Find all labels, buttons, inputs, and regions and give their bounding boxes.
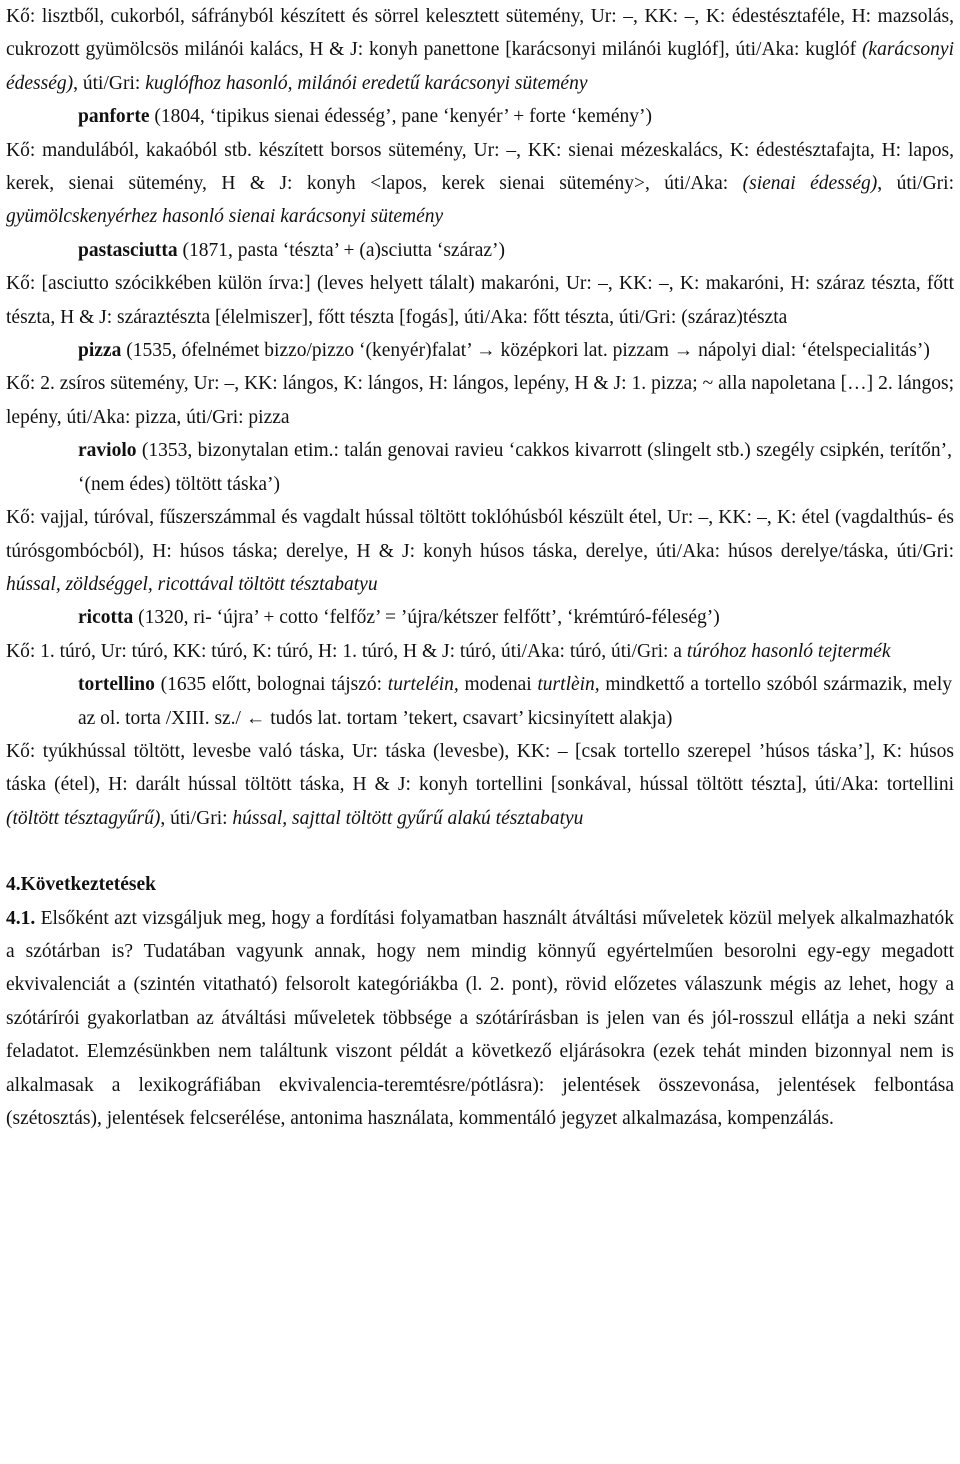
text-run: turtlèin, bbox=[537, 674, 600, 696]
entry-headword-line bbox=[6, 234, 954, 267]
entry-lemma: panforte bbox=[78, 106, 150, 128]
text-run: (1353, bizonytalan etim.: talán genovai ravieu ‘cakkos kivarrott (slingelt stb.) szegély csipkén, terítőn’, ‘(nem édes) töltött táska’) bbox=[78, 440, 952, 495]
text-run: Kő: 1. túró, Ur: túró, KK: túró, K: túró, H: 1. túró, H & J: túró, úti/Aka: túró, úti/Gri: a bbox=[6, 640, 687, 662]
text-run: (1635 előtt, bolognai tájszó: bbox=[154, 674, 388, 696]
entry-headword-line bbox=[6, 100, 954, 133]
paragraph-number: 4.1. bbox=[6, 907, 36, 929]
text-run: (1320, ri- ‘újra’ + cotto ‘felfőz’ = ’újra/kétszer felfőtt’, ‘krémtúró-féleség’) bbox=[133, 607, 720, 629]
text-run: (1535, ófelnémet bizzo/pizzo ‘(kenyér)falat’ → középkori lat. pizzam → nápolyi dial: ‘ételspecialitás’) bbox=[121, 340, 930, 362]
entry-headword-line bbox=[6, 434, 954, 501]
text-run: Kő: 2. zsíros sütemény, Ur: –, KK: lángos, K: lángos, H: lángos, lepény, H & J: 1. pizza; ~ alla napoletana […] 2. lángos; lepény, úti/Aka: pizza, úti/Gri: pizza bbox=[6, 373, 954, 428]
text-run: Kő: vajjal, túróval, fűszerszámmal és vagdalt hússal töltött toklóhúsból készült étel, Ur: –, KK: –, K: étel (vagdalthús- és túrósgombócból), H: húsos táska; derelye, H & J: konyh húsos táska, derelye, úti/Aka: húsos derelye/táska, úti/Gri: bbox=[6, 507, 954, 562]
text-run: Kő: tyúkhússal töltött, levesbe való táska, Ur: táska (levesbe), KK: – [csak tortello szerepel ’húsos táska’], K: húsos táska (étel), H: darált hússal töltött táska, H & J: konyh tortellini [sonkával, hússal töltött tészta], úti/Aka: tortellini bbox=[6, 740, 954, 796]
text-run: (sienai édesség) bbox=[742, 173, 878, 195]
text-run: , úti/Gri: bbox=[160, 807, 233, 829]
text-run: Kő: lisztből, cukorból, sáfrányból készített és sörrel kelesztett sütemény, Ur: –, KK: –, K: édestésztaféle, H: mazsolás, cukrozott gyümölcsös milánói kalács, H & J: konyh panettone [karácsonyi milánói kuglóf], úti/Aka: kuglóf bbox=[6, 6, 954, 61]
text-run: hússal, sajttal töltött gyűrű alakú tésztabatyu bbox=[232, 807, 584, 829]
text-run: , úti/Gri: bbox=[877, 173, 954, 195]
entry-definition bbox=[6, 0, 954, 100]
text-run: gyümölcskenyérhez hasonló sienai karácsonyi sütemény bbox=[6, 206, 444, 228]
section-title: 4.Következtetések bbox=[6, 874, 156, 896]
text-run: Kő: mandulából, kakaóból stb. készített borsos sütemény, Ur: –, KK: sienai mézeskalács, K: édestésztafajta, H: lapos, kerek, sienai sütemény, H & J: konyh <lapos, kerek sienai sütemény>, úti/Aka: bbox=[6, 139, 954, 195]
text-run: turteléin, bbox=[387, 674, 459, 696]
text-run: hússal, zöldséggel, ricottával töltött tésztabatyu bbox=[6, 573, 378, 595]
entry-definition bbox=[6, 267, 954, 334]
conclusion-paragraph bbox=[6, 902, 954, 1136]
text-run: modenai bbox=[458, 674, 538, 696]
text-run: túróhoz hasonló tejtermék bbox=[686, 640, 891, 662]
text-run: , úti/Gri: bbox=[73, 72, 146, 94]
dictionary-entries bbox=[6, 0, 954, 835]
entry-lemma: tortellino bbox=[78, 674, 155, 696]
entry-definition bbox=[6, 501, 954, 601]
text-run: (karácsonyi édesség) bbox=[6, 39, 954, 94]
text-run: kuglófhoz hasonló, milánói eredetű karácsonyi sütemény bbox=[145, 72, 588, 94]
entry-definition bbox=[6, 134, 954, 234]
text-run: Kő: [asciutto szócikkében külön írva:] (leves helyett tálalt) makaróni, Ur: –, KK: –, K: makaróni, H: száraz tészta, főtt tészta, H & J: száraztészta [élelmiszer], főtt tészta [fogás], úti/Aka: főtt tészta, úti/Gri: (száraz)tészta bbox=[6, 273, 954, 328]
text-run: (töltött tésztagyűrű) bbox=[6, 807, 161, 829]
entry-lemma: raviolo bbox=[78, 440, 137, 462]
paragraph-text: Elsőként azt vizsgáljuk meg, hogy a fordítási folyamatban használt átváltási műveletek közül melyek alkalmazhatók a szótárban is? Tudatában vagyunk annak, hogy nem mindig könnyű egyértelműen besorolni egy-egy megadott ekvivalenciát a (szintén vitatható) felsorolt kategóriákba (l. 2. pont), rövid előzetes válaszunk mégis az lehet, hogy a szótárírói gyakorlatban az átváltási műveletek többsége a szótárírásban is jelen van és jól-rosszul ellátja a neki szánt feladatot. Elemzésünkben nem találtunk viszont példát a következő eljárásokra (ezek tehát minden bizonnyal nem is alkalmasak a lexikográfiában ekvivalencia-teremtésre/pótlásra): jelentések összevonása, jelentések felbontása (szétosztás), jelentések felcserélése, antonima használata, kommentáló jegyzet alkalmazása, kompenzálás. bbox=[6, 907, 954, 1129]
entry-definition bbox=[6, 735, 954, 835]
entry-definition bbox=[6, 367, 954, 434]
entry-headword-line bbox=[6, 668, 954, 735]
text-run: (1804, ‘tipikus sienai édesség’, pane ‘kenyér’ + forte ‘kemény’) bbox=[149, 106, 652, 128]
entry-lemma: pastasciutta bbox=[78, 239, 178, 261]
text-run: (1871, pasta ‘tészta’ + (a)sciutta ‘száraz’) bbox=[177, 239, 506, 261]
section-spacer bbox=[6, 835, 954, 868]
entry-definition bbox=[6, 635, 954, 668]
entry-headword-line bbox=[6, 601, 954, 634]
entry-headword-line bbox=[6, 334, 954, 367]
entry-lemma: ricotta bbox=[78, 607, 134, 629]
text-run: mindkettő a tortello szóból származik, mely az ol. torta /XIII. sz./ ← tudós lat. tortam ’tekert, csavart’ kicsinyített alakja) bbox=[78, 674, 953, 729]
entry-lemma: pizza bbox=[78, 340, 122, 362]
